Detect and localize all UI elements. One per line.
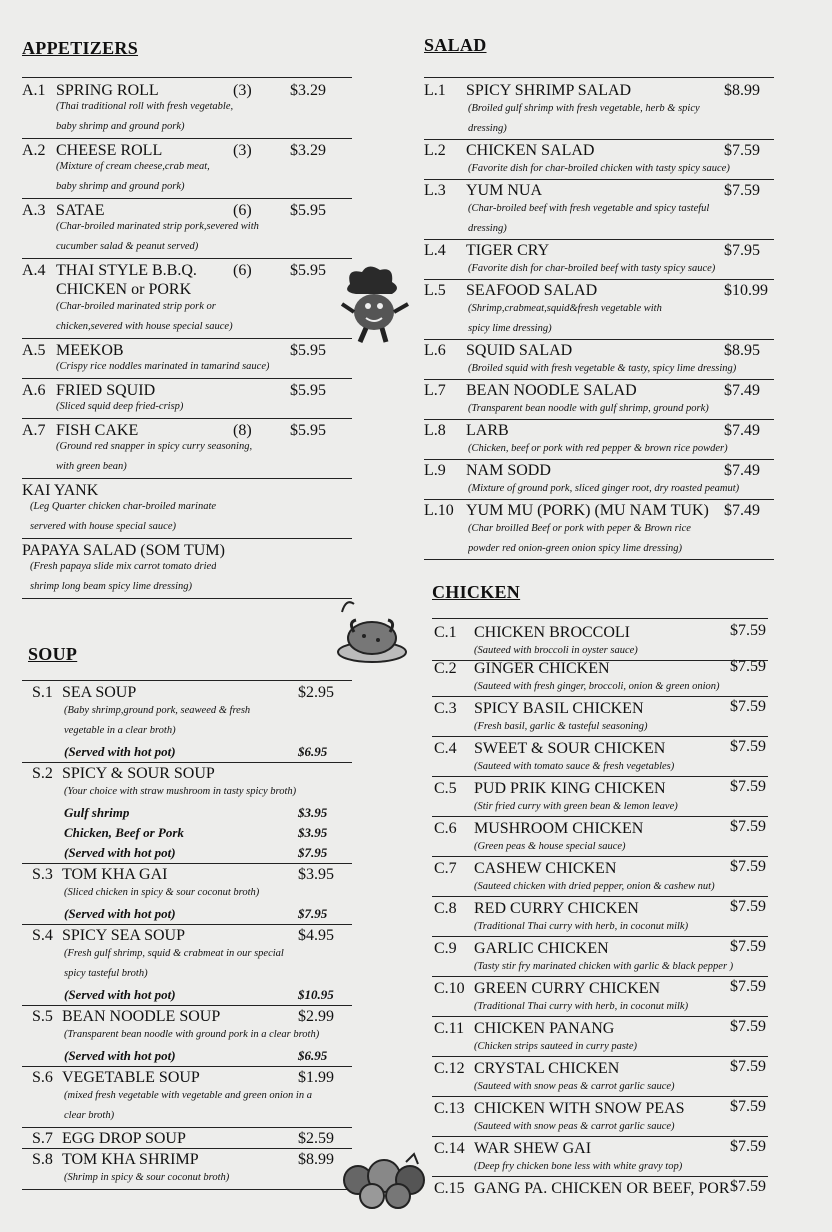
item-option-label: (Served with hot pot) [64,744,176,759]
item-name: SQUID SALAD [466,342,573,359]
item-option-price: $6.95 [298,744,328,759]
item-name: PUD PRIK KING CHICKEN [474,780,666,797]
item-option-price: $7.95 [298,906,328,921]
item-description: cucumber salad & peanut served) [56,241,199,252]
divider-rule [424,339,774,340]
divider-rule [432,816,768,817]
divider-rule [424,379,774,380]
item-description: (Tasty stir fry marinated chicken with garlic & black pepper ) [474,961,734,972]
item-name: SPICY SEA SOUP [62,927,186,944]
item-code: A.2 [22,142,46,159]
divider-rule [22,258,352,259]
divider-rule [424,419,774,420]
divider-rule [432,896,768,897]
divider-rule [22,1148,352,1149]
item-code: L.6 [424,342,446,359]
item-description: spicy tasteful broth) [64,968,148,979]
item-name: RED CURRY CHICKEN [474,900,639,917]
item-price: $7.59 [730,1138,766,1155]
item-price: $3.95 [298,866,334,883]
item-description: (Traditional Thai curry with herb, in coconut milk) [474,921,689,932]
item-code: A.3 [22,202,46,219]
item-price: $8.99 [724,82,760,99]
item-name: CRYSTAL CHICKEN [474,1060,620,1077]
item-code: C.12 [434,1060,465,1077]
item-description: (Ground red snapper in spicy curry seasoning, [56,441,253,452]
item-description: (Leg Quarter chicken char-broiled marinate [30,501,217,512]
item-code: S.7 [32,1130,53,1147]
item-description: (Sliced chicken in spicy & sour coconut broth) [64,887,260,898]
item-price: $7.59 [730,1178,766,1195]
item-code: C.3 [434,700,457,717]
item-description: clear broth) [64,1110,115,1121]
item-description: (Sauteed with fresh ginger, broccoli, onion & green onion) [474,681,720,692]
item-description: (Char-broiled marinated strip pork,severed with [56,221,259,232]
item-name: SATAE [56,202,105,219]
item-price: $7.59 [730,658,766,675]
item-option-label: Chicken, Beef or Pork [64,825,184,840]
item-price: $10.99 [724,282,768,299]
item-code: S.5 [32,1008,53,1025]
item-code: C.4 [434,740,457,757]
item-description: with green bean) [56,461,127,472]
item-description: (Shrimp in spicy & sour coconut broth) [64,1172,230,1183]
item-price: $3.29 [290,82,326,99]
divider-rule [432,696,768,697]
item-description: (Sliced squid deep fried-crisp) [56,401,184,412]
item-price: $7.49 [724,502,760,519]
divider-rule [432,1056,768,1057]
item-name: SEA SOUP [62,684,137,701]
item-description: servered with house special sauce) [30,521,176,532]
roast-chicken-icon [334,592,410,672]
item-name: SPRING ROLL [56,82,159,99]
item-price: $7.59 [730,738,766,755]
item-code: C.9 [434,940,457,957]
item-price: $7.59 [730,778,766,795]
fruit-basket-icon [336,1152,432,1212]
divider-rule [432,976,768,977]
item-price: $1.99 [298,1069,334,1086]
item-description: baby shrimp and ground pork) [56,121,185,132]
salad-heading: SALAD [424,35,487,55]
item-name: EGG DROP SOUP [62,1130,186,1147]
item-name: SPICY SHRIMP SALAD [466,82,632,99]
item-description: (Fresh basil, garlic & tasteful seasoning) [474,721,648,732]
item-description: (Baby shrimp,ground pork, seaweed & fresh [64,705,251,716]
item-option-price: $3.95 [298,825,328,840]
divider-rule [432,1016,768,1017]
item-description: (Transparent bean noodle with ground pork in a clear broth) [64,1029,320,1040]
item-price: $7.49 [724,422,760,439]
item-code: C.10 [434,980,465,997]
item-price: $7.59 [730,898,766,915]
divider-rule [424,499,774,500]
item-name: TIGER CRY [466,242,550,259]
item-description: (Transparent bean noodle with gulf shrimp, ground pork) [468,403,709,414]
item-name: MEEKOB [56,342,124,359]
item-name: CHICKEN BROCCOLI [474,624,631,641]
divider-rule [22,138,352,139]
item-code: C.15 [434,1180,465,1197]
divider-rule [22,538,352,539]
item-description: (Shrimp,crabmeat,squid&fresh vegetable with [468,303,662,314]
item-price: $3.29 [290,142,326,159]
divider-rule [22,598,352,599]
item-code: C.7 [434,860,457,877]
item-name: CHICKEN WITH SNOW PEAS [474,1100,685,1117]
item-name: TOM KHA GAI [62,866,168,883]
item-name: GARLIC CHICKEN [474,940,609,957]
item-option-label: (Served with hot pot) [64,906,176,921]
divider-rule [432,736,768,737]
item-option-price: $6.95 [298,1048,328,1063]
divider-rule [22,762,352,763]
divider-rule [424,559,774,560]
item-code: L.2 [424,142,446,159]
item-description: (Sauteed with broccoli in oyster sauce) [474,645,638,656]
item-code: A.6 [22,382,46,399]
item-price: $7.95 [724,242,760,259]
item-name: FRIED SQUID [56,382,156,399]
item-name: GINGER CHICKEN [474,660,610,677]
item-code: L.3 [424,182,446,199]
chef-character-icon [336,262,412,346]
item-price: $2.95 [298,684,334,701]
item-code: C.14 [434,1140,465,1157]
item-name: PAPAYA SALAD (SOM TUM) [22,542,225,559]
item-name: GANG PA. CHICKEN OR BEEF, POR [474,1180,730,1197]
item-description: shrimp long beam spicy lime dressing) [30,581,193,592]
item-description: (mixed fresh vegetable with vegetable and green onion in a [64,1090,312,1101]
item-name: NAM SODD [466,462,551,479]
divider-rule [424,139,774,140]
item-price: $7.59 [730,858,766,875]
appetizers-heading: APPETIZERS [22,38,139,58]
item-code: S.8 [32,1151,53,1168]
item-code: S.1 [32,684,53,701]
item-name: YUM MU (PORK) (MU NAM TUK) [466,502,709,519]
item-name: SPICY & SOUR SOUP [62,765,215,782]
item-option-price: $3.95 [298,805,328,820]
item-description: (Green peas & house special sauce) [474,841,626,852]
item-price: $7.59 [730,1018,766,1035]
divider-rule [432,1176,768,1177]
divider-rule [22,863,352,864]
divider-rule [424,77,774,78]
item-code: L.7 [424,382,446,399]
item-description: (Favorite dish for char-broiled beef with tasty spicy sauce) [468,263,716,274]
item-name: GREEN CURRY CHICKEN [474,980,661,997]
item-code: C.13 [434,1100,465,1117]
item-description: vegetable in a clear broth) [64,725,176,736]
divider-rule [22,924,352,925]
divider-rule [22,338,352,339]
item-description: (Broiled gulf shrimp with fresh vegetable, herb & spicy [468,103,700,114]
item-qty: (8) [233,422,252,439]
item-price: $7.59 [730,1098,766,1115]
divider-rule [22,1066,352,1067]
item-code: C.6 [434,820,457,837]
item-description: (Chicken strips sauteed in curry paste) [474,1041,638,1052]
item-code: A.4 [22,262,46,279]
item-description: (Your choice with straw mushroom in tasty spicy broth) [64,786,297,797]
item-description: (Mixture of cream cheese,crab meat, [56,161,210,172]
item-price: $7.59 [730,1058,766,1075]
item-qty: (3) [233,142,252,159]
divider-rule [22,1005,352,1006]
item-description: (Thai traditional roll with fresh vegetable, [56,101,234,112]
item-name: MUSHROOM CHICKEN [474,820,644,837]
divider-rule [432,936,768,937]
item-code: C.2 [434,660,457,677]
item-description: (Fresh papaya slide mix carrot tomato dried [30,561,217,572]
item-code: L.4 [424,242,446,259]
item-price: $5.95 [290,342,326,359]
divider-rule [22,1127,352,1128]
divider-rule [432,1096,768,1097]
item-price: $5.95 [290,382,326,399]
item-description: (Sauteed with snow peas & carrot garlic sauce) [474,1081,675,1092]
item-name: SEAFOOD SALAD [466,282,598,299]
item-name: CASHEW CHICKEN [474,860,617,877]
item-price: $2.59 [298,1130,334,1147]
item-price: $7.59 [724,142,760,159]
divider-rule [22,418,352,419]
item-description: (Sauteed chicken with dried pepper, onion & cashew nut) [474,881,715,892]
soup-heading: SOUP [28,644,78,664]
item-code: C.11 [434,1020,465,1037]
item-price: $8.99 [298,1151,334,1168]
item-name: TOM KHA SHRIMP [62,1151,199,1168]
item-option-label: Gulf shrimp [64,805,130,820]
item-code: L.10 [424,502,454,519]
item-code: L.8 [424,422,446,439]
item-description: chicken,severed with house special sauce) [56,321,233,332]
item-description: spicy lime dressing) [468,323,552,334]
item-code: A.5 [22,342,46,359]
item-qty: (6) [233,202,252,219]
item-description: dressing) [468,123,507,134]
item-name: BEAN NOODLE SALAD [466,382,637,399]
item-name: CHICKEN PANANG [474,1020,615,1037]
item-description: (Broiled squid with fresh vegetable & tasty, spicy lime dressing) [468,363,737,374]
item-name: LARB [466,422,509,439]
item-code: A.7 [22,422,46,439]
divider-rule [22,77,352,78]
item-name: SWEET & SOUR CHICKEN [474,740,666,757]
item-qty: (6) [233,262,252,279]
item-description: (Traditional Thai curry with herb, in coconut milk) [474,1001,689,1012]
divider-rule [424,459,774,460]
item-name-line2: CHICKEN or PORK [56,281,192,298]
item-name: CHEESE ROLL [56,142,163,159]
item-code: C.8 [434,900,457,917]
item-price: $4.95 [298,927,334,944]
divider-rule [432,856,768,857]
item-option-label: (Served with hot pot) [64,1048,176,1063]
item-code: L.1 [424,82,446,99]
item-option-price: $10.95 [298,987,334,1002]
item-price: $7.59 [730,622,766,639]
item-price: $5.95 [290,202,326,219]
item-code: S.2 [32,765,53,782]
item-name: VEGETABLE SOUP [62,1069,200,1086]
chicken-heading: CHICKEN [432,582,521,602]
divider-rule [22,478,352,479]
divider-rule [424,239,774,240]
item-price: $2.99 [298,1008,334,1025]
item-price: $7.49 [724,462,760,479]
item-price: $5.95 [290,422,326,439]
item-name: WAR SHEW GAI [474,1140,592,1157]
item-name: THAI STYLE B.B.Q. [56,262,197,279]
item-description: (Fresh gulf shrimp, squid & crabmeat in our special [64,948,284,959]
item-code: C.1 [434,624,457,641]
item-price: $7.59 [730,698,766,715]
divider-rule [432,776,768,777]
item-code: L.5 [424,282,446,299]
item-option-label: (Served with hot pot) [64,987,176,1002]
item-qty: (3) [233,82,252,99]
item-name: SPICY BASIL CHICKEN [474,700,644,717]
item-description: (Char-broiled beef with fresh vegetable and spicy tasteful [468,203,710,214]
item-description: (Favorite dish for char-broiled chicken with tasty spicy sauce) [468,163,730,174]
item-price: $7.49 [724,382,760,399]
item-price: $7.59 [730,938,766,955]
item-description: (Stir fried curry with green bean & lemon leave) [474,801,678,812]
item-code: C.5 [434,780,457,797]
item-code: L.9 [424,462,446,479]
item-description: dressing) [468,223,507,234]
item-code: S.3 [32,866,53,883]
item-price: $7.59 [730,818,766,835]
item-description: powder red onion-green onion spicy lime dressing) [468,543,683,554]
item-price: $7.59 [724,182,760,199]
item-description: (Chicken, beef or pork with red pepper & brown rice powder) [468,443,728,454]
divider-rule [22,378,352,379]
item-price: $7.59 [730,978,766,995]
item-description: (Crispy rice noddles marinated in tamarind sauce) [56,361,270,372]
item-name: BEAN NOODLE SOUP [62,1008,221,1025]
item-name: KAI YANK [22,482,99,499]
item-description: (Sauteed with snow peas & carrot garlic sauce) [474,1121,675,1132]
item-description: (Char-broiled marinated strip pork or [56,301,216,312]
item-code: S.4 [32,927,53,944]
item-option-price: $7.95 [298,845,328,860]
item-code: A.1 [22,82,46,99]
item-code: S.6 [32,1069,53,1086]
item-description: (Deep fry chicken bone less with white gravy top) [474,1161,683,1172]
item-description: (Char broilled Beef or pork with peper & Brown rice [468,523,691,534]
divider-rule [432,1136,768,1137]
item-description: (Mixture of ground pork, sliced ginger root, dry roasted peamut) [468,483,740,494]
item-option-label: (Served with hot pot) [64,845,176,860]
item-description: (Sauteed with tomato sauce & fresh vegetables) [474,761,675,772]
item-name: YUM NUA [466,182,542,199]
item-price: $5.95 [290,262,326,279]
item-name: CHICKEN SALAD [466,142,595,159]
divider-rule [432,618,768,619]
item-price: $8.95 [724,342,760,359]
divider-rule [22,680,352,681]
divider-rule [424,279,774,280]
divider-rule [22,198,352,199]
divider-rule [22,1189,352,1190]
item-description: baby shrimp and ground pork) [56,181,185,192]
item-name: FISH CAKE [56,422,139,439]
divider-rule [424,179,774,180]
